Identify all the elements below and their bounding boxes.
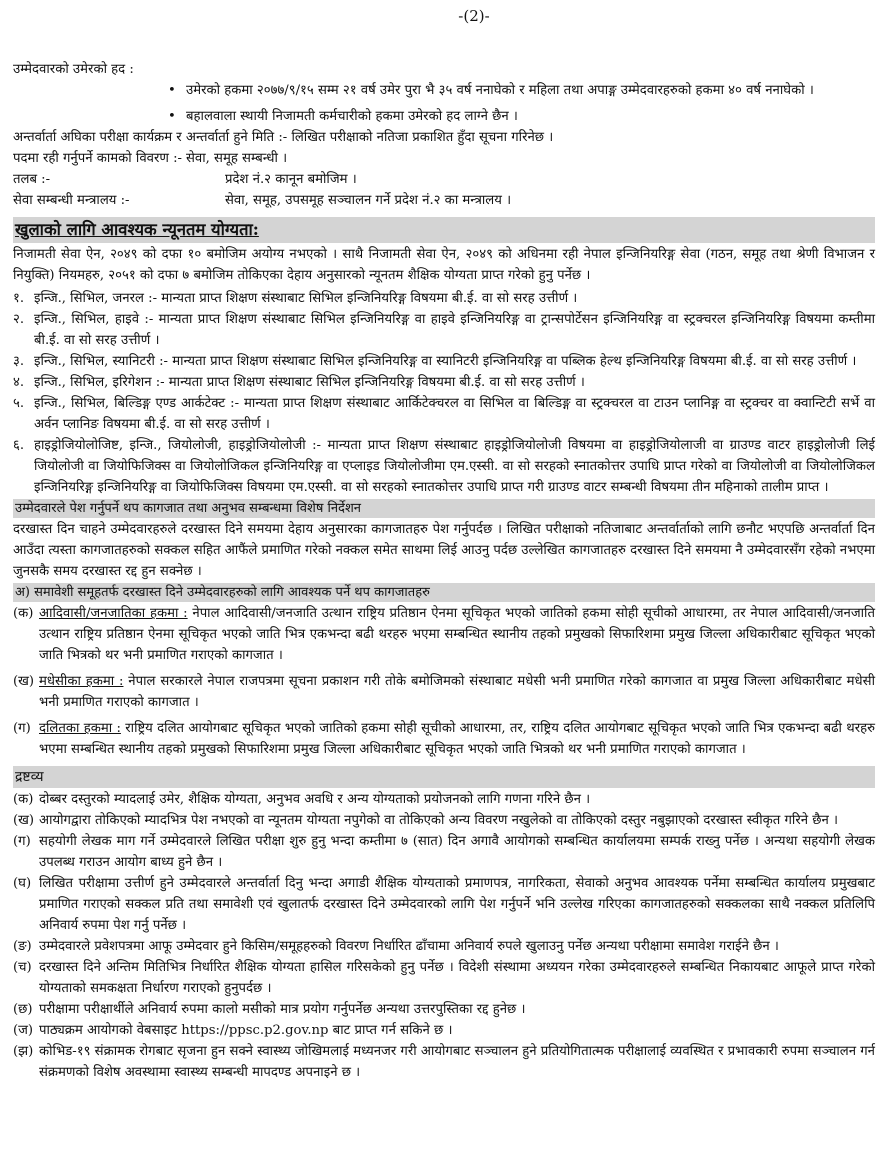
item-mark: (ङ): [13, 939, 32, 954]
item-number: ६.: [13, 438, 25, 453]
qualification-item: [13, 435, 875, 498]
notes-list: [13, 789, 875, 1083]
item-mark: (ख): [13, 674, 35, 689]
detail-value: सेवा, समूह, उपसमूह सञ्चालन गर्ने प्रदेश नं.२ का मन्त्रालय ।: [225, 193, 512, 208]
age-limit-item: • बहालवाला स्थायी निजामती कर्मचारीको हकमा उमेरको हद लाग्ने छैन ।: [168, 106, 875, 127]
item-mark: (ख): [13, 813, 35, 828]
age-limit-heading: उम्मेदवारको उमेरको हद :: [13, 62, 134, 77]
item-label: आदिवासी/जनजातिका हकमा :: [39, 606, 188, 621]
inclusive-item: [13, 603, 875, 666]
job-details: [13, 148, 875, 211]
inclusive-item: [13, 718, 875, 760]
note-item: [13, 873, 875, 936]
detail-row-salary: [13, 169, 875, 190]
detail-key: पदमा रही गर्नुपर्ने कामको विवरण :-: [13, 151, 182, 166]
item-text: नेपाल आदिवासी/जनजाति उत्थान राष्ट्रिय प्रतिष्ठान ऐनमा सूचिकृत भएको जातिको हकमा सोही सूचीको आधारमा, तर नेपाल आदिवासी/जनजाति उत्थान राष्ट्रिय प्रतिष्ठान ऐनमा सूचिकृत भएको जाति भित्र एकभन्दा बढी थरहरु भएमा सम्बन्धित स्थानीय तहको प्रमुखको सिफारिशमा प्रमुख जिल्ला अधिकारीबाट सूचिकृत भएको जाति भित्रको थर भनी प्रमाणित गराएको कागजात ।: [39, 606, 875, 663]
note-item: [13, 957, 875, 999]
inclusive-item: [13, 671, 875, 713]
detail-value: प्रदेश नं.२ कानून बमोजिम ।: [225, 172, 357, 187]
note-item: [13, 999, 875, 1020]
item-text: पाठ्यक्रम आयोगको वेबसाइट https://ppsc.p2.gov.np बाट प्राप्त गर्न सकिने छ ।: [39, 1023, 453, 1038]
item-mark: (घ): [13, 876, 32, 891]
item-text: सहयोगी लेखक माग गर्ने उम्मेदवारले लिखित परीक्षा शुरु हुनु भन्दा कम्तीमा ७ (सात) दिन अगावै आयोगको सम्बन्धित कार्यालयमा सम्पर्क राख्नु पर्नेछ । अन्यथा सहयोगी लेखक उपलब्ध गराउन आयोग बाध्य हुने छैन ।: [39, 834, 875, 870]
qualification-intro: निजामती सेवा ऐन, २०४९ को दफा १० बमोजिम अयोग्य नभएको । साथै निजामती सेवा ऐन, २०४९ को अधिनमा रही नेपाल इन्जिनियरिङ्ग सेवा (गठन, समूह तथा श्रेणी विभाजन र नियुक्ति) नियमहरु, २०५१ को दफा ७ बमोजिम तोकिएका देहाय अनुसारको न्यूनतम शैक्षिक योग्यता प्राप्त गरेको हुनु पर्नेछ ।: [13, 247, 875, 283]
qualification-heading: खुलाको लागि आवश्यक न्यूनतम योग्यता:: [13, 217, 875, 243]
detail-value: सेवा, समूह सम्बन्धी ।: [186, 151, 288, 166]
qualification-list: [13, 288, 875, 498]
item-mark: (च): [13, 960, 32, 975]
item-label: दलितका हकमा :: [39, 721, 121, 736]
detail-row-duties: [13, 148, 875, 169]
item-mark: (ग): [13, 834, 31, 849]
qualification-item: [13, 393, 875, 435]
note-item: [13, 936, 875, 957]
item-text: कोभिड-१९ संक्रामक रोगबाट सृजना हुन सक्ने स्वास्थ्य जोखिमलाई मध्यनजर गरी आयोगबाट सञ्चालन हुने प्रतियोगितात्मक परीक्षालाई व्यवस्थित र प्रभावकारी रुपमा सञ्चालन गर्न संक्रमणको विशेष अवस्थामा स्वास्थ्य सम्बन्धी मापदण्ड अपनाइने छ ।: [39, 1044, 875, 1080]
note-item: [13, 831, 875, 873]
item-number: ५.: [13, 396, 25, 411]
item-text: हाइड्रोजियोलोजिष्ट, इन्जि., जियोलोजी, हाइड्रोजियोलोजी :- मान्यता प्राप्त शिक्षण संस्थाबाट हाइड्रोजियोलोजी विषयमा वा हाइड्रोजियोलाजी वा ग्राउण्ड वाटर हाइड्रोलोजी लिई जियोलोजी वा जियोफिजिक्स वा जियोलोजिकल इन्जिनियरिङ्ग वा एप्लाइड जियोलोजीमा एम.एस्सी. वा सो सरहको स्नातकोत्तर उपाधि प्राप्त गरेको वा जियोलोजी वा जियोलोजिकल इन्जिनियरिङ्ग इन्जिनियरिङ्ग वा जियोफिजिक्स विषयमा एम.एस्सी. वा सो सरहको स्नातकोत्तर उपाधि प्राप्त गरी ग्राउण्ड वाटर सम्बन्धी विषयमा तीन महिनाको तालीम प्राप्त ।: [34, 438, 875, 495]
item-number: १.: [13, 291, 25, 306]
item-text: इन्जि., सिभिल, स्यानिटरी :- मान्यता प्राप्त शिक्षण संस्थाबाट सिभिल इन्जिनियरिङ्ग वा स्यानिटरी इन्जिनियरिङ्ग वा पब्लिक हेल्थ इन्जिनियरिङ्ग विषयमा बी.ई. वा सो सरह उत्तीर्ण ।: [34, 354, 857, 369]
document-page: [13, 6, 875, 1083]
item-number: २.: [13, 312, 25, 327]
note-item: [13, 789, 875, 810]
detail-key: सेवा सम्बन्धी मन्त्रालय :-: [13, 193, 130, 208]
item-text: इन्जि., सिभिल, बिल्डिङ्ग एण्ड आर्कटेक्ट :- मान्यता प्राप्त शिक्षण संस्थाबाट आर्किटेक्चरल वा सिभिल वा बिल्डिङ्ग वा स्ट्रक्चरल वा टाउन प्लानिङ्ग वा स्ट्रक्चर वा क्वान्टिटी सर्भे वा अर्वन प्लानिङ विषयमा बी.ई. वा सो सरह उत्तीर्ण ।: [34, 396, 875, 432]
notes-heading: द्रष्टव्य: [13, 766, 875, 788]
inclusive-heading: अ) समावेशी समूहतर्फ दरखास्त दिने उम्मेदवारहरुको लागि आवश्यक पर्ने थप कागजातहरु: [13, 583, 875, 602]
item-mark: (झ): [13, 1044, 34, 1059]
item-text: उम्मेदवारले प्रवेशपत्रमा आफू उम्मेदवार हुने किसिम/समूहहरुको विवरण निर्धारित ढाँचामा अनिवार्य रुपले खुलाउनु पर्नेछ अन्यथा परीक्षामा समावेश गराईने छैन ।: [39, 939, 779, 954]
item-text: परीक्षामा परीक्षार्थीले अनिवार्य रुपमा कालो मसीको मात्र प्रयोग गर्नुपर्नेछ अन्यथा उत्तरपुस्तिका रद्द हुनेछ ।: [39, 1002, 526, 1017]
item-label: मधेसीका हकमा :: [39, 674, 124, 689]
item-text: लिखित परीक्षामा उत्तीर्ण हुने उम्मेदवारले अन्तर्वार्ता दिनु भन्दा अगाडी शैक्षिक योग्यताको प्रमाणपत्र, नागरिकता, सेवाको अनुभव आवश्यक पर्नेमा सम्बन्धित कार्यालय प्रमुखबाट प्रमाणित गराएको सक्कल प्रति तथा समावेशी एवं खुलातर्फ दरखास्त दिने उम्मेदवारको लागि पेश गर्नुपर्ने भनि उल्लेख गरिएका कागजातहरुको सक्कलका साथै नक्कल प्रतिलिपि अनिवार्य रुपमा पेश गर्नु पर्नेछ ।: [39, 876, 875, 933]
item-mark: (क): [13, 606, 34, 621]
detail-key: तलब :-: [13, 172, 51, 187]
qualification-item: [13, 288, 875, 309]
item-mark: (ज): [13, 1023, 34, 1038]
item-mark: (ग): [13, 721, 31, 736]
item-text: इन्जि., सिभिल, हाइवे :- मान्यता प्राप्त शिक्षण संस्थाबाट सिभिल इन्जिनियरिङ्ग वा हाइवे इन्जिनियरिङ्ग वा ट्रान्सपोर्टेसन इन्जिनियरिङ्ग वा स्ट्रक्चरल इन्जिनियरिङ्ग विषयमा कम्तीमा बी.ई. वा सो सरह उत्तीर्ण ।: [34, 312, 875, 348]
qualification-item: [13, 351, 875, 372]
page-number: -(2)-: [458, 7, 490, 25]
item-text: दरखास्त दिने अन्तिम मितिभित्र निर्धारित शैक्षिक योग्यता हासिल गरिसकेको हुनु पर्नेछ । विदेशी संस्थामा अध्ययन गरेका उम्मेदवारहरुले सम्बन्धित निकायबाट आफूले प्राप्त गरेको योग्यताको समकक्षता निर्धारण गराएको हुनुपर्दछ ।: [39, 960, 875, 996]
item-mark: (छ): [13, 1002, 33, 1017]
documents-intro: दरखास्त दिन चाहने उम्मेदवारहरुले दरखास्त दिने समयमा देहाय अनुसारका कागजातहरु पेश गर्नुपर्दछ । लिखित परीक्षाको नतिजाबाट अन्तर्वार्ताको लागि छनौट भएपछि अन्तर्वार्ता दिन आउँदा त्यस्ता कागजातहरुको सक्कल सहित आफैंले प्रमाणित गरेको नक्कल समेत साथमा लिई आउनु पर्दछ उल्लेखित कागजातहरु दरखास्त दिने समयमा नै उम्मेदवारसँग रहेको नभएमा जुनसकै समय दरखास्त रद्द हुन सक्नेछ ।: [13, 522, 875, 579]
note-item: [13, 1020, 875, 1041]
interview-note: अन्तर्वार्ता अघिका परीक्षा कार्यक्रम र अन्तर्वार्ता हुने मिति :- लिखित परीक्षाको नतिजा प्रकाशित हुँदा सूचना गरिनेछ ।: [13, 130, 554, 145]
age-limit-list: [168, 80, 875, 127]
documents-heading: उम्मेदवारले पेश गर्नुपर्ने थप कागजात तथा अनुभव सम्बन्धमा विशेष निर्देशन: [13, 499, 875, 518]
item-text: इन्जि., सिभिल, इरिगेशन :- मान्यता प्राप्त शिक्षण संस्थाबाट सिभिल इन्जिनियरिङ्ग विषयमा बी.ई. वा सो सरह उत्तीर्ण ।: [34, 375, 585, 390]
item-number: ४.: [13, 375, 25, 390]
item-text: इन्जि., सिभिल, जनरल :- मान्यता प्राप्त शिक्षण संस्थाबाट सिभिल इन्जिनियरिङ्ग विषयमा बी.ई. वा सो सरह उत्तीर्ण ।: [34, 291, 578, 306]
item-text: दोब्बर दस्तुरको म्यादलाई उमेर, शैक्षिक योग्यता, अनुभव अवधि र अन्य योग्यताको प्रयोजनको लागि गणना गरिने छैन ।: [39, 792, 591, 807]
detail-row-ministry: [13, 190, 875, 211]
age-limit-section: [13, 59, 875, 127]
age-limit-item: • उमेरको हकमा २०७७/९/१५ सम्म २१ वर्ष उमेर पुरा भै ३५ वर्ष ननाघेको र महिला तथा अपाङ्ग उम्मेदवारहरुको हकमा ४० वर्ष ननाघेको ।: [168, 80, 875, 101]
note-item: [13, 1041, 875, 1083]
qualification-item: [13, 309, 875, 351]
item-number: ३.: [13, 354, 25, 369]
inclusive-list: [13, 603, 875, 760]
item-mark: (क): [13, 792, 34, 807]
qualification-item: [13, 372, 875, 393]
item-text: नेपाल सरकारले नेपाल राजपत्रमा सूचना प्रकाशन गरी तोके बमोजिमको संस्थाबाट मधेसी भनी प्रमाणित गरेको कागजात वा प्रमुख जिल्ला अधिकारीबाट मधेसी भनी प्रमाणित गराएको कागजात ।: [39, 674, 875, 710]
note-item: [13, 810, 875, 831]
item-text: आयोगद्वारा तोकिएको म्यादभित्र पेश नभएको वा न्यूनतम योग्यता नपुगेको वा तोकिएको अन्य विवरण नखुलेको वा तोकिएको दस्तुर नबुझाएको दरखास्त स्वीकृत गरिने छैन ।: [39, 813, 838, 828]
item-text: राष्ट्रिय दलित आयोगबाट सूचिकृत भएको जातिको हकमा सोही सूचीको आधारमा, तर, राष्ट्रिय दलित आयोगबाट सूचिकृत भएको जाति भित्र एकभन्दा बढी थरहरु भएमा सम्बन्धित स्थानीय तहको प्रमुखको सिफारिशमा प्रमुख जिल्ला अधिकारीबाट सूचिकृत भएको जाति भित्रको थर भनी प्रमाणित गराएको कागजात ।: [39, 721, 875, 757]
